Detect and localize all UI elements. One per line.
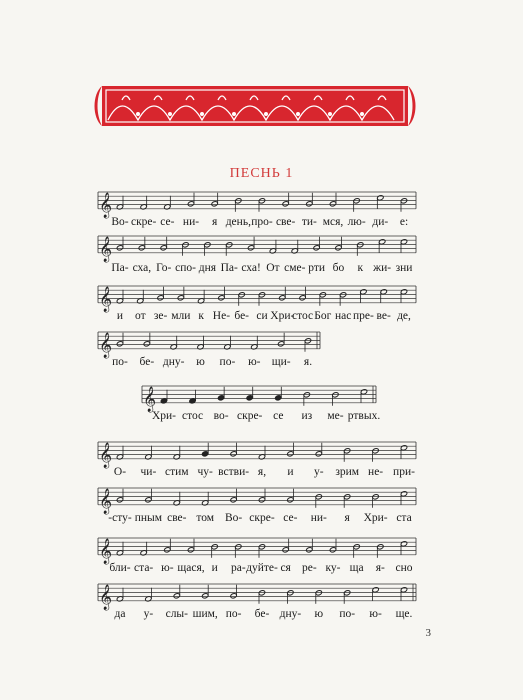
lyric-syllable: Хри- (151, 410, 177, 422)
note-head (277, 341, 284, 347)
lyric-syllable: ся (280, 562, 291, 574)
note-head (275, 395, 282, 401)
note-head (279, 295, 286, 301)
lyric-syllable: дну- (279, 608, 302, 620)
staff (98, 282, 416, 312)
lyric-syllable: ще. (395, 608, 413, 620)
lyric-syllable: я (212, 216, 218, 228)
note-head (344, 494, 351, 500)
lyric-syllable: и (116, 310, 124, 322)
treble-clef-icon: 𝄞 (99, 286, 113, 312)
music-system-6 (98, 484, 416, 528)
lyric-syllable: Хри- (363, 512, 388, 524)
lyric-syllable: по- (339, 608, 356, 620)
staff (98, 580, 416, 610)
lyric-syllable: бе- (234, 310, 250, 322)
lyric-syllable: ра- (230, 562, 246, 574)
note-head (306, 201, 313, 207)
note-head (329, 547, 336, 553)
note-head (211, 201, 218, 207)
note-head (353, 198, 360, 204)
lyric-syllable: щи- (271, 356, 291, 368)
note-head (287, 451, 294, 457)
note-head (182, 242, 189, 248)
lyric-syllable: да (114, 608, 126, 620)
note-head (400, 541, 407, 547)
note-head (258, 497, 265, 503)
note-head (238, 292, 245, 298)
note-head (339, 292, 346, 298)
page-title: ПЕСНЬ 1 (229, 166, 294, 181)
lyric-syllable: Па- (111, 262, 129, 274)
lyric-syllable: све- (275, 216, 296, 228)
lyric-syllable: бли- (109, 562, 131, 574)
note-head (306, 547, 313, 553)
lyric-syllable: зе- (153, 310, 168, 322)
lyric-syllable: мли (171, 310, 191, 322)
note-head (230, 593, 237, 599)
lyrics-line-6 (98, 512, 416, 528)
lyric-syllable: я- (375, 562, 385, 574)
lyric-syllable: по- (112, 356, 128, 368)
staff (98, 232, 416, 262)
note-head (116, 245, 123, 251)
note-head (177, 295, 184, 301)
note-head (226, 242, 233, 248)
note-head (230, 497, 237, 503)
lyric-syllable: во- (213, 410, 229, 422)
staff (98, 484, 416, 514)
lyric-syllable: сха! (241, 262, 261, 274)
treble-clef-icon: 𝄞 (99, 332, 113, 358)
lyric-syllable: се (273, 410, 284, 422)
lyric-syllable: чи- (140, 466, 157, 478)
lyric-syllable: у- (143, 608, 154, 620)
lyric-syllable: ща (349, 562, 364, 574)
lyric-syllable: ртвых. (347, 410, 381, 422)
lyric-syllable: Не- (212, 310, 231, 322)
note-head (380, 289, 387, 295)
lyric-syllable: ди- (372, 216, 389, 228)
note-head (211, 544, 218, 550)
lyric-syllable: скре- (237, 410, 263, 422)
lyric-syllable: ни- (310, 512, 327, 524)
note-head (116, 341, 123, 347)
lyrics-line-3 (98, 310, 416, 326)
staff (142, 382, 376, 412)
lyric-syllable: по- (225, 608, 242, 620)
lyrics-line-2 (98, 262, 416, 278)
note-head (258, 198, 265, 204)
note-head (258, 590, 265, 596)
lyric-syllable: у- (314, 466, 324, 478)
lyric-syllable: ю (196, 356, 205, 368)
note-head (400, 289, 407, 295)
note-head (315, 494, 322, 500)
note-head (287, 590, 294, 596)
lyric-syllable: из (301, 410, 313, 422)
note-head (329, 201, 336, 207)
note-head (230, 451, 237, 457)
note-head (372, 494, 379, 500)
lyric-syllable: дну- (162, 356, 185, 368)
lyric-syllable: к (357, 262, 364, 274)
note-head (315, 590, 322, 596)
lyric-syllable: щася, (177, 562, 205, 574)
lyric-syllable: пре- (353, 310, 374, 322)
note-head (299, 295, 306, 301)
lyric-syllable: бе- (254, 608, 270, 620)
lyric-syllable: се- (160, 216, 175, 228)
note-head (400, 491, 407, 497)
lyric-syllable: мся, (322, 216, 344, 228)
note-head (332, 392, 339, 398)
lyric-syllable: я. (303, 356, 313, 368)
note-head (344, 448, 351, 454)
staff (98, 328, 320, 358)
note-head (378, 239, 385, 245)
lyric-syllable: От (266, 262, 280, 274)
note-head (344, 590, 351, 596)
lyric-syllable: си (256, 310, 268, 322)
note-head (235, 544, 242, 550)
note-head (160, 245, 167, 251)
note-head (258, 544, 265, 550)
note-head (287, 497, 294, 503)
lyrics-line-4 (98, 356, 320, 372)
note-head (145, 497, 152, 503)
note-head (372, 587, 379, 593)
lyric-syllable: Бог (314, 310, 332, 322)
note-head (313, 245, 320, 251)
note-head (335, 245, 342, 251)
lyric-syllable: дня (198, 262, 217, 274)
note-head (400, 445, 407, 451)
lyric-syllable: встви- (218, 466, 250, 478)
lyric-syllable: -сту- (108, 512, 132, 524)
treble-clef-icon: 𝄞 (99, 538, 113, 564)
note-head (303, 392, 310, 398)
note-head (157, 295, 164, 301)
lyric-syllable: О- (113, 466, 127, 478)
lyric-syllable: и (287, 466, 294, 478)
lyric-syllable: день, (225, 216, 251, 228)
note-head (173, 593, 180, 599)
note-head (357, 242, 364, 248)
note-head (360, 289, 367, 295)
note-head (204, 242, 211, 248)
lyric-syllable: стос (292, 310, 314, 322)
note-head (282, 547, 289, 553)
lyric-syllable: при- (393, 466, 415, 478)
lyric-syllable: про- (251, 216, 273, 228)
lyric-syllable: сха, (132, 262, 152, 274)
lyric-syllable: сно (395, 562, 413, 574)
lyric-syllable: Во- (224, 512, 243, 524)
lyric-syllable: скре- (249, 512, 275, 524)
lyrics-line-1 (98, 216, 416, 232)
note-head (360, 389, 367, 395)
note-head (400, 587, 407, 593)
note-head (372, 448, 379, 454)
lyric-syllable: том (196, 512, 215, 524)
note-head (235, 198, 242, 204)
treble-clef-icon: 𝄞 (99, 584, 113, 610)
staff (98, 534, 416, 564)
lyric-syllable: бе- (139, 356, 155, 368)
lyric-syllable: ни- (182, 216, 200, 228)
music-system-7 (98, 534, 416, 578)
lyric-syllable: и (211, 562, 218, 574)
lyric-syllable: спо- (175, 262, 196, 274)
treble-clef-icon: 𝄞 (99, 192, 113, 218)
lyric-syllable: не- (368, 466, 384, 478)
music-system-5 (98, 438, 416, 482)
note-head (304, 338, 311, 344)
lyric-syllable: стим (165, 466, 189, 478)
lyric-syllable: лю- (347, 216, 366, 228)
lyric-syllable: к (198, 310, 204, 322)
lyric-syllable: зрим (335, 466, 360, 478)
treble-clef-icon: 𝄞 (143, 386, 157, 412)
staff (98, 188, 416, 218)
note-head (217, 395, 224, 401)
note-head (315, 451, 322, 457)
music-system-4 (98, 328, 320, 372)
lyric-syllable: де, (397, 310, 411, 322)
lyrics-line-7 (98, 562, 416, 578)
treble-clef-icon: 𝄞 (99, 236, 113, 262)
music-system-8 (98, 580, 416, 624)
note-head (187, 547, 194, 553)
lyric-syllable: Па- (220, 262, 238, 274)
lyric-syllable: ку- (325, 562, 341, 574)
lyric-syllable: ю- (161, 562, 174, 574)
note-head (400, 198, 407, 204)
lyric-syllable: ста- (134, 562, 154, 574)
lyric-syllable: скре- (130, 216, 157, 228)
lyric-syllable: жи- (373, 262, 392, 274)
lyric-syllable: слы- (165, 608, 188, 620)
note-head (138, 245, 145, 251)
treble-clef-icon: 𝄞 (99, 488, 113, 514)
lyric-syllable: ю (314, 608, 324, 620)
note-head (377, 544, 384, 550)
note-head (319, 292, 326, 298)
lyric-syllable: от (134, 310, 146, 322)
note-head (282, 201, 289, 207)
lyric-syllable: Хри- (270, 310, 295, 322)
note-head (116, 497, 123, 503)
page-number: 3 (425, 627, 431, 639)
lyric-syllable: ю- (369, 608, 382, 620)
lyric-syllable: се- (283, 512, 298, 524)
music-system-3 (98, 282, 416, 326)
music-system-1 (98, 188, 416, 232)
lyric-syllable: чу- (197, 466, 213, 478)
lyric-syllable: бо (332, 262, 345, 274)
lyric-syllable: ве- (376, 310, 391, 322)
lyrics-line-5 (98, 466, 416, 482)
lyric-syllable: ре- (301, 562, 317, 574)
lyric-syllable: зни (395, 262, 413, 274)
lyric-syllable: рти (308, 262, 325, 274)
note-head (353, 544, 360, 550)
note-head (400, 239, 407, 245)
lyric-syllable: Во- (111, 216, 129, 228)
lyrics-line-8 (98, 608, 416, 624)
note-head (258, 292, 265, 298)
lyric-syllable: ти- (301, 216, 317, 228)
treble-clef-icon: 𝄞 (99, 442, 113, 468)
lyric-syllable: сме- (284, 262, 306, 274)
lyric-syllable: ю- (248, 356, 261, 368)
music-system-2 (98, 232, 416, 276)
note-head (202, 451, 209, 457)
lyric-syllable: ста (396, 512, 412, 524)
lyric-syllable: дуйте- (246, 562, 278, 574)
lyric-syllable: шим, (192, 608, 218, 620)
note-head (247, 245, 254, 251)
music-system-refrain (142, 382, 381, 426)
lyric-syllable: по- (219, 356, 236, 368)
note-head (218, 295, 225, 301)
note-head (164, 547, 171, 553)
lyric-syllable: ме- (327, 410, 344, 422)
lyric-syllable: нас (334, 310, 352, 322)
note-head (377, 195, 384, 201)
ornament-headpiece-icon (92, 80, 418, 132)
note-head (143, 341, 150, 347)
note-head (187, 201, 194, 207)
note-head (202, 593, 209, 599)
lyric-syllable: стос (182, 410, 204, 422)
lyrics-line-refrain (142, 410, 381, 426)
lyric-syllable: е: (399, 216, 409, 228)
lyric-syllable: я (344, 512, 350, 524)
lyric-syllable: я, (257, 466, 267, 478)
lyric-syllable: Го- (156, 262, 172, 274)
lyric-syllable: све- (167, 512, 187, 524)
lyric-syllable: пным (134, 512, 163, 524)
note-head (246, 395, 253, 401)
staff (98, 438, 416, 468)
